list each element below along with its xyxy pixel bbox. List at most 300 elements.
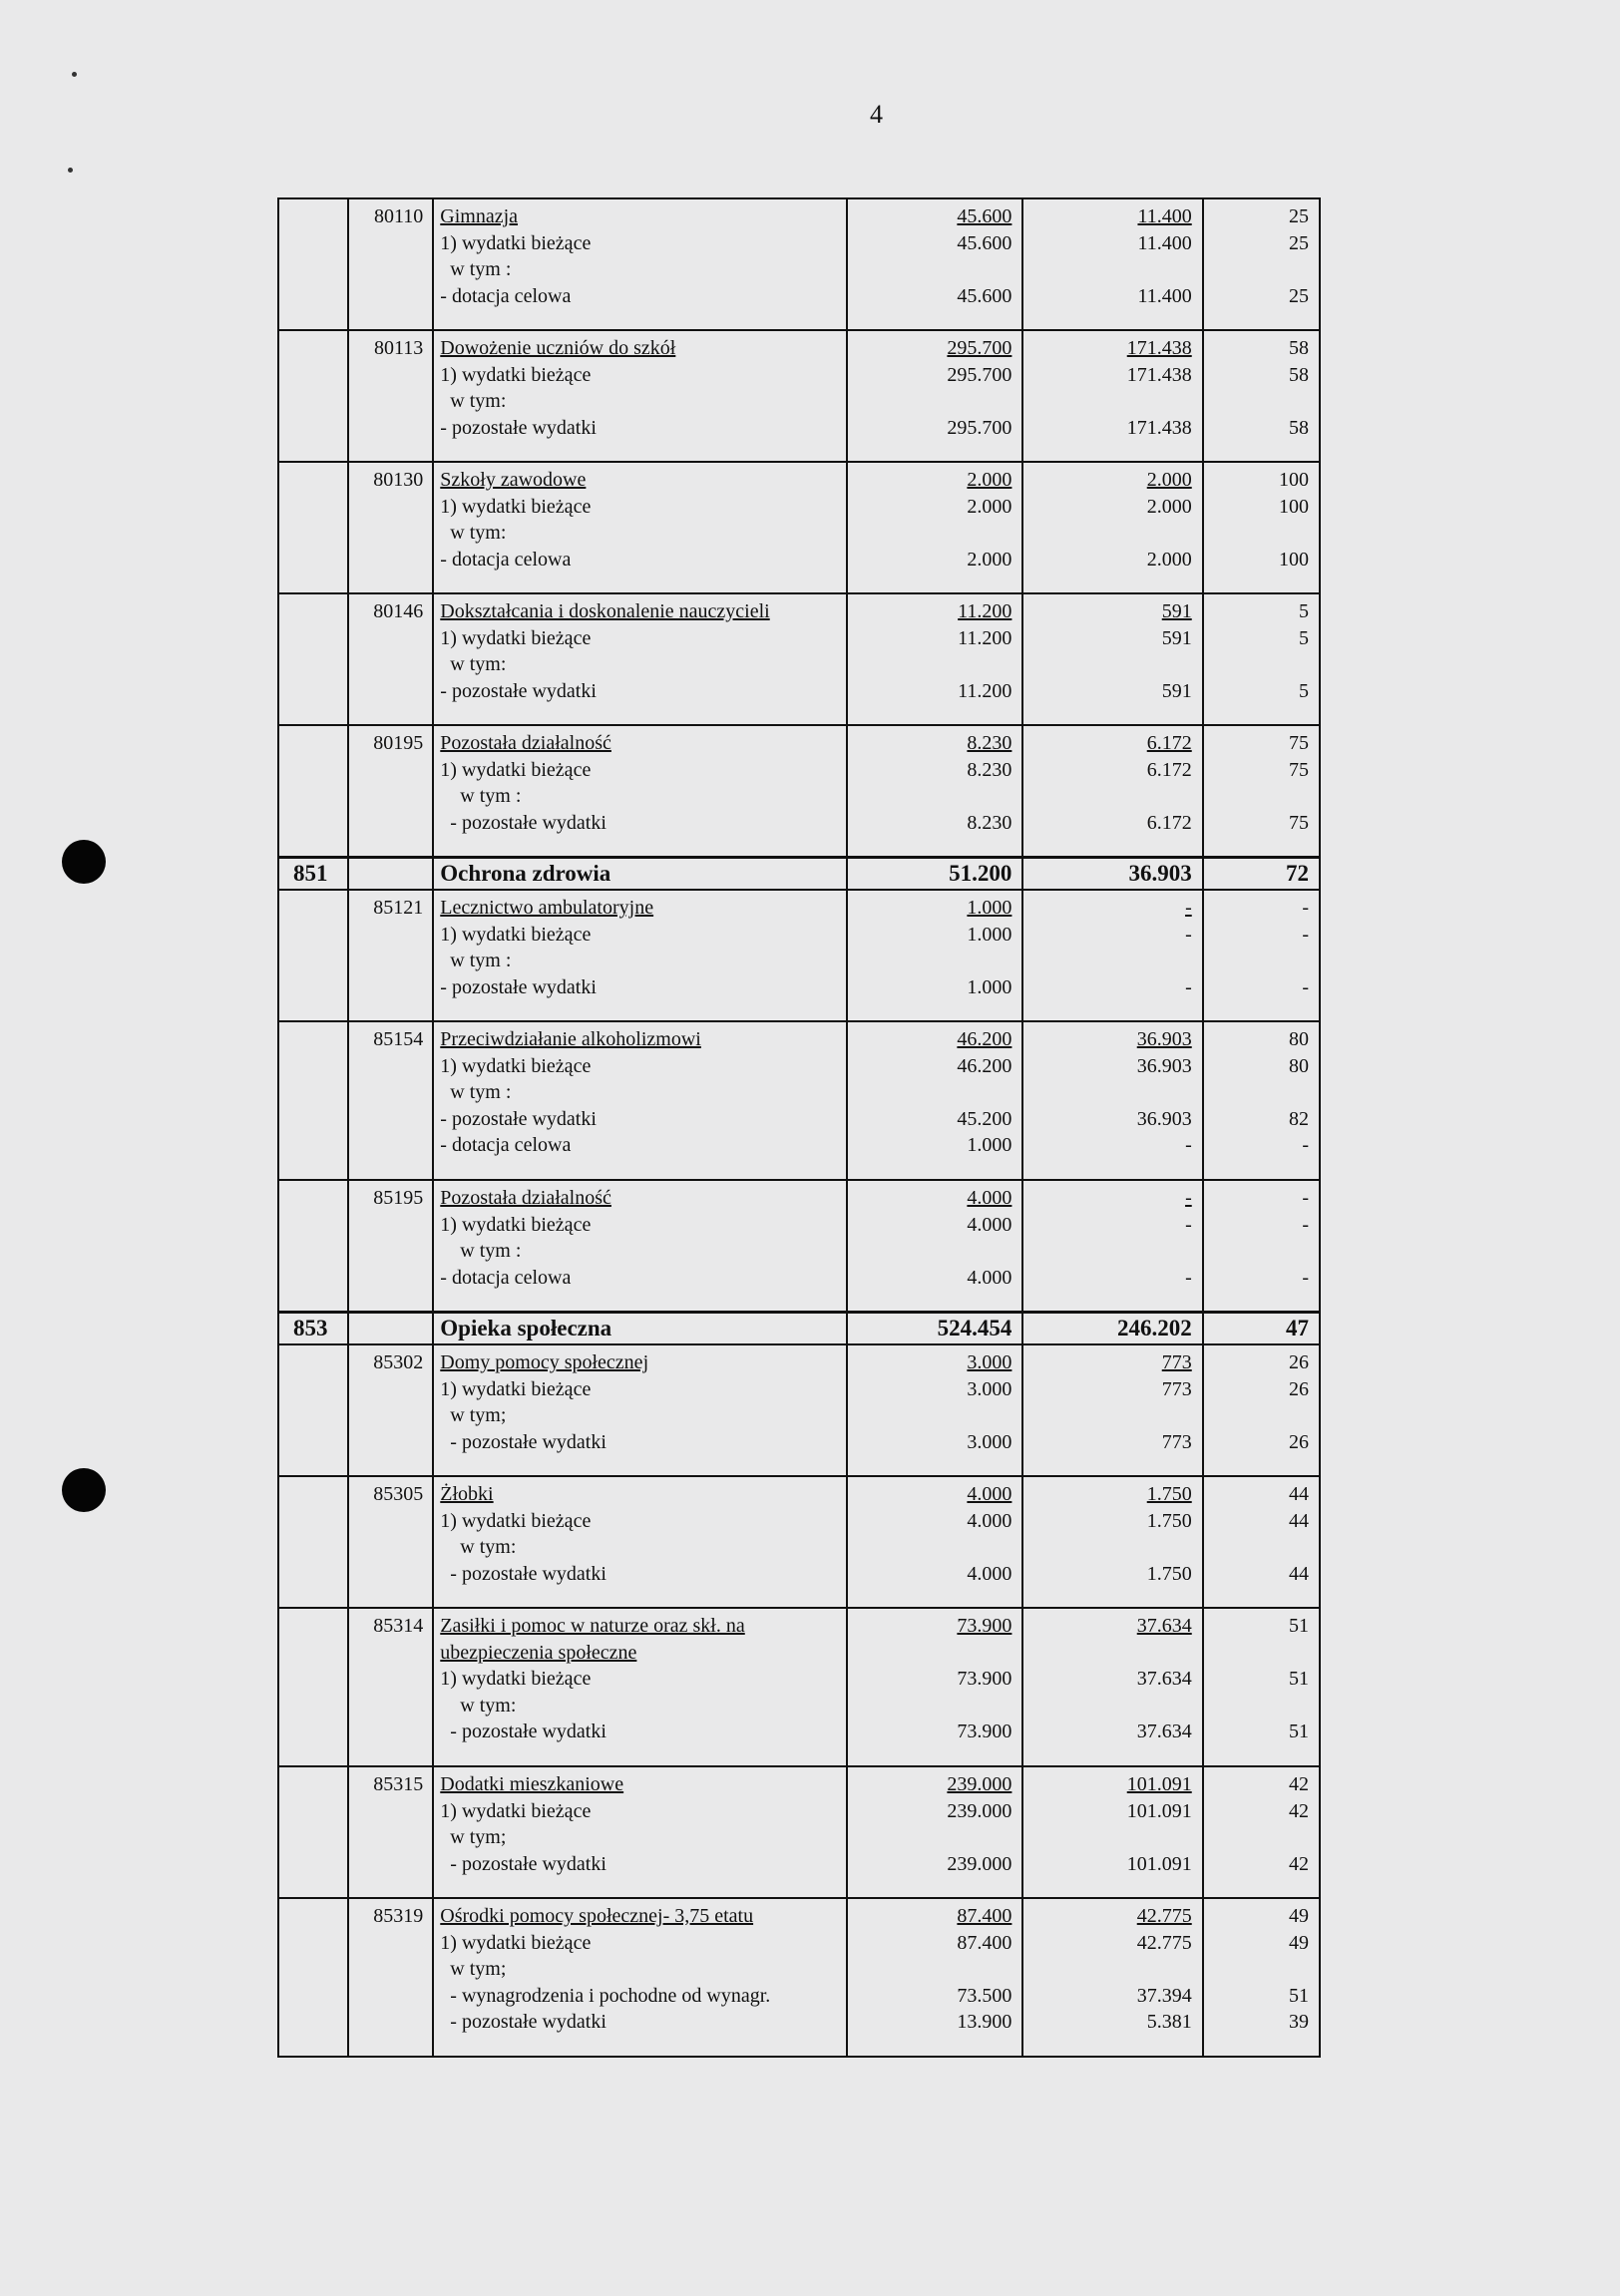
execution-cell	[1022, 1180, 1202, 1313]
execution-cell	[1022, 725, 1202, 858]
chapter-plan-total: 4.000	[967, 1483, 1012, 1505]
execution-cell	[1022, 858, 1202, 891]
division-code: 851	[293, 861, 328, 886]
line-item-plan	[848, 783, 1021, 810]
line-item-plan: 11.200	[958, 626, 1012, 649]
line-item-execution: 37.634	[1136, 1668, 1192, 1690]
line-item-percent: 75	[1289, 758, 1309, 781]
execution-cell	[1022, 1766, 1202, 1898]
chapter-title: Dowożenie uczniów do szkół	[440, 337, 676, 359]
line-item-plan: 239.000	[947, 1799, 1012, 1822]
line-item-percent: 44	[1289, 1562, 1309, 1585]
line-item-label: 1) wydatki bieżące	[440, 231, 592, 254]
chapter-code: 80146	[373, 600, 424, 622]
line-item-plan: 2.000	[967, 495, 1012, 518]
chapter-code: 85305	[373, 1483, 424, 1505]
chapter-title: Przeciwdziałanie alkoholizmowi	[440, 1028, 701, 1050]
chapter-execution-total: 2.000	[1146, 469, 1192, 491]
chapter-row	[278, 1180, 1320, 1313]
line-item-execution: 36.903	[1136, 1107, 1192, 1130]
line-item-percent: 5	[1299, 679, 1309, 702]
line-item-label: - pozostałe wydatki	[450, 811, 607, 834]
line-item-execution: 2.000	[1146, 495, 1192, 518]
division-code-cell	[278, 1608, 348, 1766]
chapter-percent-total: 75	[1289, 732, 1309, 754]
line-item-plan: 11.200	[958, 679, 1012, 702]
line-item-percent	[1204, 1238, 1319, 1265]
line-item-execution	[1023, 948, 1201, 974]
line-item-execution	[1023, 256, 1201, 283]
line-item-percent: 58	[1289, 416, 1309, 439]
chapter-percent-total: 58	[1289, 337, 1309, 359]
line-item-percent: 100	[1279, 495, 1309, 518]
line-item-label: 1) wydatki bieżące	[440, 363, 592, 386]
line-item-execution: 1.750	[1146, 1562, 1192, 1585]
line-item-execution: -	[1185, 923, 1192, 946]
line-item-label: - pozostałe wydatki	[440, 679, 597, 702]
punch-hole-bottom	[62, 1468, 106, 1512]
execution-cell	[1022, 1344, 1202, 1476]
line-item-execution	[1023, 1079, 1201, 1106]
line-item-percent: 51	[1289, 1668, 1309, 1690]
line-item-plan: 4.000	[967, 1266, 1012, 1289]
chapter-plan-total: 1.000	[967, 897, 1012, 919]
line-item-label: w tym;	[450, 1958, 507, 1980]
spacer-line	[848, 1640, 1021, 1667]
line-item-execution: 42.775	[1136, 1931, 1192, 1954]
chapter-execution-total: 171.438	[1126, 337, 1192, 359]
chapter-code: 85154	[373, 1028, 424, 1050]
line-item-plan	[848, 1534, 1021, 1561]
division-percent-value: 72	[1286, 861, 1309, 886]
budget-table-body	[278, 198, 1320, 2057]
chapter-title: Dokształcania i doskonalenie nauczycieli	[440, 600, 770, 622]
line-item-execution	[1023, 783, 1201, 810]
line-item-label: - pozostałe wydatki	[440, 975, 597, 998]
spacer-line	[1023, 1640, 1201, 1667]
line-item-plan: 45.200	[957, 1107, 1012, 1130]
line-item-percent: 75	[1289, 811, 1309, 834]
chapter-row	[278, 330, 1320, 462]
line-item-label: w tym :	[460, 785, 522, 807]
line-item-percent	[1204, 783, 1319, 810]
line-item-plan	[848, 1824, 1021, 1851]
line-item-percent: 26	[1289, 1377, 1309, 1400]
line-item-plan: 1.000	[967, 1134, 1012, 1156]
line-item-label: - dotacja celowa	[440, 1134, 572, 1156]
execution-cell	[1022, 1021, 1202, 1180]
division-name-cell	[433, 858, 847, 891]
page-number: 4	[870, 100, 883, 129]
chapter-code-cell	[348, 198, 433, 330]
line-item-label: 1) wydatki bieżące	[440, 1213, 592, 1236]
line-item-percent: 25	[1289, 231, 1309, 254]
line-item-plan: 1.000	[967, 975, 1012, 998]
line-item-label: w tym :	[450, 258, 512, 280]
chapter-row	[278, 198, 1320, 330]
chapter-percent-total: 42	[1289, 1773, 1309, 1795]
percent-cell	[1203, 725, 1320, 858]
line-item-plan: 45.600	[957, 231, 1012, 254]
execution-cell	[1022, 593, 1202, 725]
chapter-code-cell	[348, 1476, 433, 1608]
line-item-execution: 11.400	[1137, 284, 1192, 307]
execution-cell	[1022, 1608, 1202, 1766]
division-percent-value: 47	[1286, 1316, 1309, 1340]
line-item-plan: 2.000	[967, 548, 1012, 571]
chapter-code: 80130	[373, 469, 424, 491]
line-item-execution: 773	[1161, 1430, 1192, 1453]
line-item-plan: 8.230	[967, 811, 1012, 834]
line-item-plan: 87.400	[957, 1931, 1012, 1954]
chapter-name-cell	[433, 1766, 847, 1898]
percent-cell	[1203, 462, 1320, 593]
division-code-cell	[278, 198, 348, 330]
chapter-title: Domy pomocy społecznej	[440, 1351, 649, 1373]
plan-cell	[847, 1180, 1022, 1313]
line-item-percent: 26	[1289, 1430, 1309, 1453]
chapter-plan-total: 8.230	[967, 732, 1012, 754]
line-item-execution	[1023, 1956, 1201, 1983]
line-item-plan: 46.200	[957, 1054, 1012, 1077]
line-item-execution: 36.903	[1136, 1054, 1192, 1077]
chapter-execution-total: 1.750	[1146, 1483, 1192, 1505]
division-code-cell	[278, 1180, 348, 1313]
line-item-label: - pozostałe wydatki	[450, 1721, 607, 1742]
division-code-cell	[278, 1021, 348, 1180]
line-item-label: 1) wydatki bieżące	[440, 1799, 592, 1822]
chapter-code-cell	[348, 1021, 433, 1180]
line-item-plan: 3.000	[967, 1430, 1012, 1453]
line-item-execution: 591	[1161, 679, 1192, 702]
plan-cell	[847, 1766, 1022, 1898]
line-item-plan	[848, 1079, 1021, 1106]
line-item-label: - pozostałe wydatki	[450, 1852, 607, 1875]
execution-cell	[1022, 1476, 1202, 1608]
line-item-label: w tym :	[460, 1240, 522, 1262]
line-item-label: w tym;	[450, 1826, 507, 1848]
line-item-percent: 82	[1289, 1107, 1309, 1130]
percent-cell	[1203, 1898, 1320, 2057]
line-item-execution	[1023, 1693, 1201, 1720]
line-item-percent: 42	[1289, 1852, 1309, 1875]
chapter-row	[278, 462, 1320, 593]
line-item-label: w tym :	[450, 950, 512, 971]
chapter-row	[278, 1021, 1320, 1180]
line-item-plan	[848, 1402, 1021, 1429]
percent-cell	[1203, 1766, 1320, 1898]
line-item-execution: 591	[1161, 626, 1192, 649]
line-item-label: w tym:	[450, 390, 507, 412]
line-item-percent: 42	[1289, 1799, 1309, 1822]
line-item-label: - dotacja celowa	[440, 548, 572, 571]
plan-cell	[847, 1021, 1022, 1180]
chapter-execution-total: 37.634	[1136, 1615, 1192, 1637]
chapter-percent-total: 44	[1289, 1483, 1309, 1505]
line-item-percent: 49	[1289, 1931, 1309, 1954]
chapter-code: 85314	[373, 1615, 424, 1637]
line-item-execution: -	[1185, 1213, 1192, 1236]
line-item-percent	[1204, 1402, 1319, 1429]
division-execution-value: 246.202	[1116, 1316, 1192, 1340]
chapter-title: Pozostała działalność	[440, 732, 611, 754]
division-code-cell	[278, 330, 348, 462]
line-item-label: 1) wydatki bieżące	[440, 1377, 592, 1400]
chapter-execution-total: 36.903	[1136, 1028, 1192, 1050]
chapter-plan-total: 239.000	[947, 1773, 1012, 1795]
line-item-percent: 44	[1289, 1509, 1309, 1532]
line-item-plan	[848, 651, 1021, 678]
line-item-execution: 101.091	[1126, 1799, 1192, 1822]
line-item-plan: 1.000	[967, 923, 1012, 946]
line-item-plan: 45.600	[957, 284, 1012, 307]
chapter-code-cell	[348, 1608, 433, 1766]
division-execution-value: 36.903	[1128, 861, 1192, 886]
chapter-plan-total: 295.700	[947, 337, 1012, 359]
line-item-plan: 8.230	[967, 758, 1012, 781]
chapter-row	[278, 890, 1320, 1021]
chapter-execution-total: 42.775	[1136, 1905, 1192, 1927]
plan-cell	[847, 1313, 1022, 1345]
punch-hole-top	[62, 840, 106, 884]
line-item-execution: -	[1185, 1134, 1192, 1156]
line-item-execution	[1023, 388, 1201, 415]
line-item-percent	[1204, 1824, 1319, 1851]
division-code-cell	[278, 1313, 348, 1345]
chapter-row	[278, 1898, 1320, 2057]
line-item-label: - pozostałe wydatki	[450, 1562, 607, 1585]
execution-cell	[1022, 462, 1202, 593]
chapter-percent-total: 51	[1289, 1615, 1309, 1637]
chapter-row	[278, 1344, 1320, 1476]
line-item-execution: 11.400	[1137, 231, 1192, 254]
line-item-label: 1) wydatki bieżące	[440, 758, 592, 781]
chapter-execution-total: 6.172	[1146, 732, 1192, 754]
chapter-code-cell	[348, 1344, 433, 1476]
chapter-name-cell	[433, 1021, 847, 1180]
chapter-code: 80195	[373, 732, 424, 754]
chapter-name-cell	[433, 593, 847, 725]
division-name-cell	[433, 1313, 847, 1345]
chapter-title: Ośrodki pomocy społecznej- 3,75 etatu	[440, 1905, 754, 1927]
line-item-plan: 73.500	[957, 1984, 1012, 2007]
line-item-plan: 4.000	[967, 1509, 1012, 1532]
chapter-plan-total: 2.000	[967, 469, 1012, 491]
chapter-plan-total: 46.200	[957, 1028, 1012, 1050]
chapter-name-cell	[433, 725, 847, 858]
line-item-label: w tym:	[450, 522, 507, 544]
chapter-execution-total: -	[1185, 897, 1192, 919]
line-item-plan: 13.900	[957, 2011, 1012, 2033]
line-item-percent: -	[1302, 1213, 1309, 1236]
budget-table	[277, 197, 1321, 2058]
chapter-code: 85195	[373, 1187, 424, 1209]
line-item-execution: 37.634	[1136, 1721, 1192, 1742]
line-item-label: w tym;	[450, 1404, 507, 1426]
chapter-name-cell	[433, 1180, 847, 1313]
line-item-plan: 73.900	[957, 1721, 1012, 1742]
chapter-code-cell	[348, 725, 433, 858]
chapter-percent-total: 26	[1289, 1351, 1309, 1373]
line-item-label: 1) wydatki bieżące	[440, 1931, 592, 1954]
line-item-label: - pozostałe wydatki	[450, 2011, 607, 2033]
chapter-code-cell	[348, 1898, 433, 2057]
division-name: Ochrona zdrowia	[440, 861, 611, 886]
line-item-percent: -	[1302, 1134, 1309, 1156]
chapter-plan-total: 3.000	[967, 1351, 1012, 1373]
line-item-percent: 5	[1299, 626, 1309, 649]
plan-cell	[847, 890, 1022, 1021]
line-item-label: - wynagrodzenia i pochodne od wynagr.	[450, 1984, 771, 2007]
line-item-execution: 1.750	[1146, 1509, 1192, 1532]
line-item-label: w tym :	[450, 1081, 512, 1103]
line-item-percent: -	[1302, 975, 1309, 998]
division-name: Opieka społeczna	[440, 1316, 612, 1340]
line-item-execution	[1023, 1824, 1201, 1851]
line-item-plan	[848, 520, 1021, 547]
chapter-title: Żłobki	[440, 1483, 494, 1505]
line-item-execution	[1023, 1402, 1201, 1429]
line-item-label: - dotacja celowa	[440, 284, 572, 307]
line-item-percent: 100	[1279, 548, 1309, 571]
line-item-percent	[1204, 1534, 1319, 1561]
execution-cell	[1022, 330, 1202, 462]
percent-cell	[1203, 1476, 1320, 1608]
execution-cell	[1022, 1898, 1202, 2057]
division-code-cell	[278, 1476, 348, 1608]
line-item-execution: 171.438	[1126, 363, 1192, 386]
plan-cell	[847, 1476, 1022, 1608]
chapter-plan-total: 87.400	[957, 1905, 1012, 1927]
line-item-plan	[848, 948, 1021, 974]
line-item-label: 1) wydatki bieżące	[440, 923, 592, 946]
division-code-cell	[278, 1766, 348, 1898]
line-item-label: 1) wydatki bieżące	[440, 1054, 592, 1077]
division-row	[278, 1313, 1320, 1345]
line-item-execution	[1023, 520, 1201, 547]
division-plan-value: 524.454	[937, 1316, 1012, 1340]
plan-cell	[847, 593, 1022, 725]
chapter-title: Szkoły zawodowe	[440, 469, 587, 491]
scan-speck	[68, 168, 73, 173]
chapter-name-cell	[433, 198, 847, 330]
percent-cell	[1203, 330, 1320, 462]
line-item-plan: 4.000	[967, 1562, 1012, 1585]
line-item-execution: -	[1185, 975, 1192, 998]
line-item-percent: 51	[1289, 1984, 1309, 2007]
division-row	[278, 858, 1320, 891]
line-item-execution	[1023, 1534, 1201, 1561]
chapter-code: 85319	[373, 1905, 424, 1927]
chapter-title: Dodatki mieszkaniowe	[440, 1773, 624, 1795]
line-item-execution: 5.381	[1146, 2011, 1192, 2033]
line-item-label: 1) wydatki bieżące	[440, 1668, 592, 1690]
percent-cell	[1203, 1180, 1320, 1313]
line-item-percent	[1204, 256, 1319, 283]
line-item-percent	[1204, 1079, 1319, 1106]
chapter-row	[278, 1608, 1320, 1766]
chapter-percent-total: -	[1302, 897, 1309, 919]
line-item-percent: 25	[1289, 284, 1309, 307]
line-item-execution	[1023, 1238, 1201, 1265]
chapter-code: 80110	[374, 205, 424, 227]
line-item-plan: 4.000	[967, 1213, 1012, 1236]
chapter-percent-total: 49	[1289, 1905, 1309, 1927]
percent-cell	[1203, 1021, 1320, 1180]
division-code-cell	[278, 1344, 348, 1476]
line-item-label: - pozostałe wydatki	[440, 1107, 597, 1130]
chapter-code-cell	[348, 1313, 433, 1345]
plan-cell	[847, 330, 1022, 462]
chapter-code-cell	[348, 858, 433, 891]
chapter-code: 85315	[373, 1773, 424, 1795]
line-item-plan: 295.700	[947, 416, 1012, 439]
chapter-code-cell	[348, 462, 433, 593]
line-item-percent: 51	[1289, 1721, 1309, 1742]
scan-speck	[72, 72, 77, 77]
chapter-code: 85302	[373, 1351, 424, 1373]
chapter-name-cell	[433, 1476, 847, 1608]
chapter-row	[278, 593, 1320, 725]
division-code-cell	[278, 1898, 348, 2057]
line-item-execution: 773	[1161, 1377, 1192, 1400]
line-item-label: w tym:	[450, 653, 507, 675]
line-item-execution: 6.172	[1146, 758, 1192, 781]
plan-cell	[847, 1608, 1022, 1766]
plan-cell	[847, 725, 1022, 858]
chapter-code: 80113	[374, 337, 424, 359]
line-item-label: - dotacja celowa	[440, 1266, 572, 1289]
chapter-title-continued: ubezpieczenia społeczne	[440, 1641, 637, 1664]
chapter-execution-total: 11.400	[1137, 205, 1192, 227]
percent-cell	[1203, 1608, 1320, 1766]
line-item-percent: -	[1302, 1266, 1309, 1289]
line-item-percent: 58	[1289, 363, 1309, 386]
line-item-plan: 295.700	[947, 363, 1012, 386]
chapter-title: Gimnazja	[440, 205, 519, 227]
line-item-plan: 73.900	[957, 1668, 1012, 1690]
division-plan-value: 51.200	[949, 861, 1012, 886]
chapter-row	[278, 725, 1320, 858]
chapter-percent-total: 80	[1289, 1028, 1309, 1050]
line-item-percent: 39	[1289, 2011, 1309, 2033]
chapter-plan-total: 73.900	[957, 1615, 1012, 1637]
line-item-execution: 101.091	[1126, 1852, 1192, 1875]
line-item-execution: 171.438	[1126, 416, 1192, 439]
line-item-plan: 239.000	[947, 1852, 1012, 1875]
chapter-plan-total: 45.600	[957, 205, 1012, 227]
plan-cell	[847, 1344, 1022, 1476]
chapter-execution-total: 101.091	[1126, 1773, 1192, 1795]
execution-cell	[1022, 198, 1202, 330]
division-code-cell	[278, 725, 348, 858]
chapter-percent-total: 100	[1279, 469, 1309, 491]
line-item-percent	[1204, 651, 1319, 678]
line-item-percent	[1204, 948, 1319, 974]
plan-cell	[847, 858, 1022, 891]
chapter-row	[278, 1476, 1320, 1608]
plan-cell	[847, 462, 1022, 593]
chapter-plan-total: 4.000	[967, 1187, 1012, 1209]
chapter-percent-total: 5	[1299, 600, 1309, 622]
line-item-label: 1) wydatki bieżące	[440, 1509, 592, 1532]
execution-cell	[1022, 1313, 1202, 1345]
line-item-execution: 2.000	[1146, 548, 1192, 571]
line-item-plan	[848, 256, 1021, 283]
chapter-name-cell	[433, 330, 847, 462]
percent-cell	[1203, 198, 1320, 330]
line-item-execution: -	[1185, 1266, 1192, 1289]
